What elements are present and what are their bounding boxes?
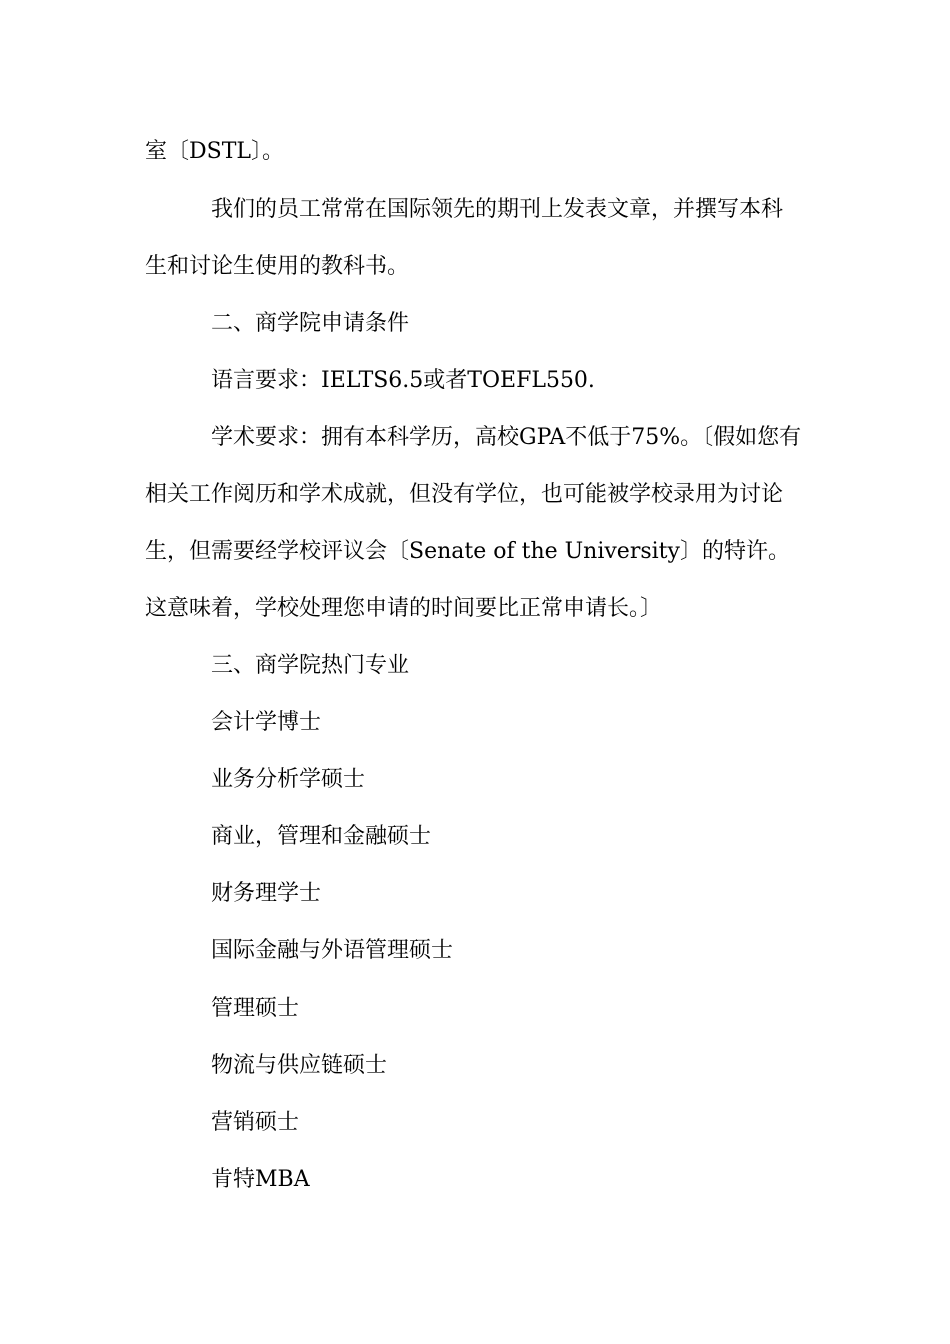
list-item: 会计学博士: [211, 710, 322, 735]
paragraph-line: 这意味着，学校处理您申请的时间要比正常申请长。〕: [145, 596, 663, 621]
list-item: 财务理学士: [211, 881, 322, 906]
list-item: 业务分析学硕士: [211, 767, 366, 792]
list-item: 肯特MBA: [211, 1167, 310, 1192]
paragraph-line: 生，但需要经学校评议会〔Senate of the University〕的特许。: [145, 539, 790, 564]
paragraph-line: 室〔DSTL〕。: [145, 139, 284, 164]
list-item: 物流与供应链硕士: [211, 1053, 388, 1078]
paragraph-line: 我们的员工常常在国际领先的期刊上发表文章，并撰写本科: [211, 197, 784, 222]
section-heading: 二、商学院申请条件: [211, 311, 410, 336]
list-item: 国际金融与外语管理硕士: [211, 938, 454, 963]
section-heading: 三、商学院热门专业: [211, 653, 410, 678]
paragraph-line: 学术要求：拥有本科学历，高校GPA不低于75%。〔假如您有: [211, 425, 802, 450]
paragraph-line: 相关工作阅历和学术成就，但没有学位，也可能被学校录用为讨论: [145, 482, 784, 507]
paragraph-line: 生和讨论生使用的教科书。: [145, 254, 410, 279]
paragraph-line: 语言要求：IELTS6.5或者TOEFL550.: [211, 368, 595, 393]
list-item: 商业，管理和金融硕士: [211, 824, 432, 849]
list-item: 营销硕士: [211, 1110, 300, 1135]
list-item: 管理硕士: [211, 996, 300, 1021]
